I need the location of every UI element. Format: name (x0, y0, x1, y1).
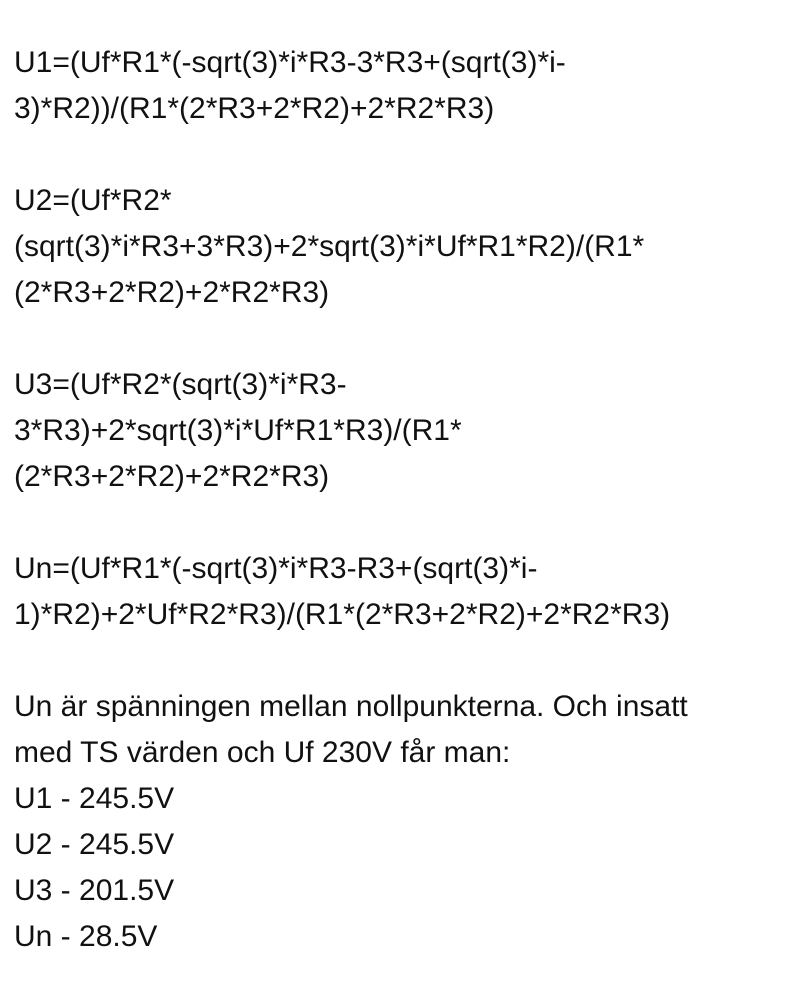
formula-line: (2*R3+2*R2)+2*R2*R3) (14, 460, 330, 493)
conclusion-paragraph (14, 684, 794, 960)
formula-u1 (14, 40, 794, 132)
formula-u2 (14, 178, 794, 316)
formula-line: U3=(Uf*R2*(sqrt(3)*i*R3- (14, 368, 347, 401)
formula-line: (2*R3+2*R2)+2*R2*R3) (14, 276, 330, 309)
formula-line: 3*R3)+2*sqrt(3)*i*Uf*R1*R3)/(R1* (14, 414, 462, 447)
formula-line: 1)*R2)+2*Uf*R2*R3)/(R1*(2*R3+2*R2)+2*R2*R3) (14, 598, 671, 631)
conclusion-line: med TS värden och Uf 230V får man: (14, 736, 511, 769)
formula-line: (sqrt(3)*i*R3+3*R3)+2*sqrt(3)*i*Uf*R1*R2)/(R1* (14, 230, 645, 263)
formula-u3 (14, 362, 794, 500)
result-u3: U3 - 201.5V (14, 874, 175, 907)
result-un: Un - 28.5V (14, 920, 158, 953)
formula-line: Un=(Uf*R1*(-sqrt(3)*i*R3-R3+(sqrt(3)*i- (14, 552, 538, 585)
conclusion-line: Un är spänningen mellan nollpunkterna. Och insatt (14, 690, 688, 723)
formula-line: U2=(Uf*R2* (14, 184, 172, 217)
formula-line: U1=(Uf*R1*(-sqrt(3)*i*R3-3*R3+(sqrt(3)*i- (14, 46, 566, 79)
formula-line: 3)*R2))/(R1*(2*R3+2*R2)+2*R2*R3) (14, 92, 495, 125)
document-text (14, 40, 794, 960)
formula-un (14, 546, 794, 638)
result-u1: U1 - 245.5V (14, 782, 175, 815)
result-u2: U2 - 245.5V (14, 828, 175, 861)
